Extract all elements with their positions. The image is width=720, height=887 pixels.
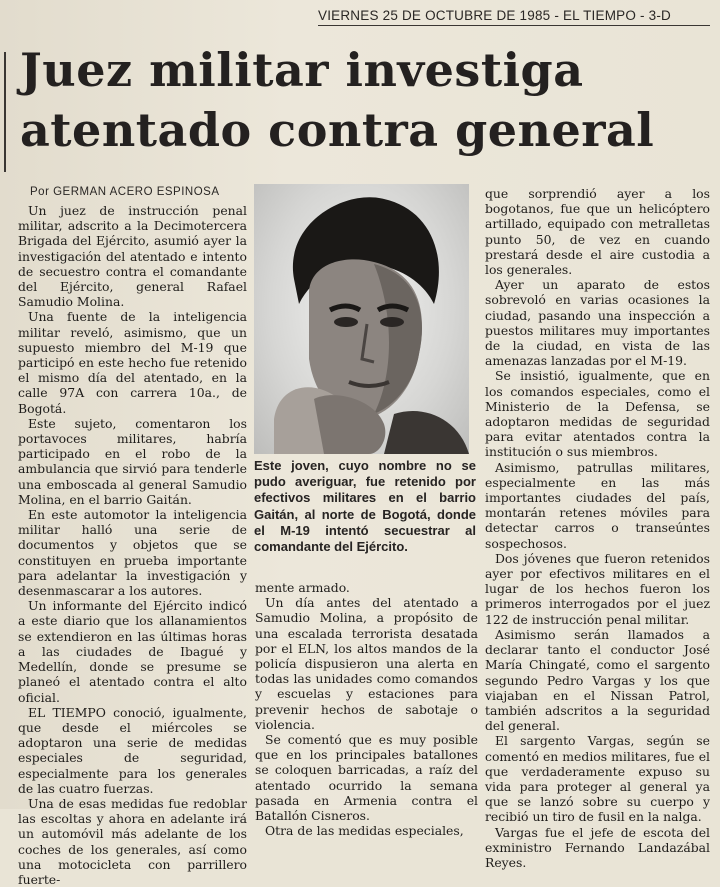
paragraph: Este sujeto, comentaron los portavoces militares, habría participado en el robo de la ambulancia que sirvió para tenderle una emboscada al general Samudio Molina, en el barrio Gaitán.: [18, 415, 247, 507]
paragraph: Otra de las medidas especiales,: [265, 823, 464, 839]
photo-caption: Este joven, cuyo nombre no se pudo averiguar, fue retenido por efectivos militares en el barrio Gaitán, al norte de Bogotá, donde el M-19 intentó secuestrar al comandante del Ejército.: [254, 458, 476, 555]
paragraph: EL TIEMPO conoció, igualmente, que desde el miércoles se adoptaron una serie de medidas especiales de seguridad, especialmente para los generales de las cuatro fuerzas.: [18, 704, 247, 796]
byline: Por GERMAN ACERO ESPINOSA: [30, 186, 220, 198]
news-photo: [254, 184, 469, 454]
paragraph: que sorprendió ayer a los bogotanos, fue que un helicóptero artillado, equipado con metralletas punto 50, de vez en cuando prestará desde el aire custodia a los generales.: [485, 186, 710, 278]
paragraph: En este automotor la inteligencia militar halló una serie de documentos y objetos que se constituyen en prueba importante para adelantar la investigación y desenmascarar a los autores.: [18, 507, 247, 599]
headline-line-2: atentado contra general: [20, 103, 655, 157]
paragraph: Ayer un aparato de estos sobrevoló en varias ocasiones la ciudad, pasando una inspección a puestos militares muy importantes de la ciudad, en vista de las amenazas lanzadas por el M-19.: [485, 277, 710, 369]
paragraph: Se comentó que es muy posible que en los principales batallones se coloquen barricadas, a raíz del atentado ocurrido la semana pasada en Armenia contra el Batallón Cisneros.: [255, 732, 478, 824]
portrait-image: [254, 184, 469, 454]
paragraph: Asimismo, patrullas militares, especialmente en las más importantes ciudades del país, montarán retenes móviles para detectar carros o transeúntes sospechosos.: [485, 459, 710, 551]
paragraph: Un juez de instrucción penal militar, adscrito a la Decimotercera Brigada del Ejército, asumió ayer la investigación del atentado e intento de secuestro contra el comandante del Ejército, general Rafael Samudio Molina.: [18, 203, 247, 310]
article-column-3: [485, 186, 710, 870]
headline: [20, 40, 710, 160]
paragraph: Dos jóvenes que fueron retenidos ayer por efectivos militares en el lugar de los hechos fueron los primeros interrogados por el juez 122 de instrucción penal militar.: [485, 550, 710, 627]
paragraph: Vargas fue el jefe de escota del exministro Fernando Landazábal Reyes.: [485, 824, 710, 870]
article-column-2: [255, 580, 478, 838]
page-header: VIERNES 25 DE OCTUBRE DE 1985 - EL TIEMPO - 3-D: [318, 8, 710, 26]
paragraph: El sargento Vargas, según se comentó en medios militares, fue el que verdaderamente expuso su vida para proteger al general ya que se lanzó sobre su cuerpo y recibió un tiro de fusil en la nalga.: [485, 733, 710, 825]
paragraph: Una de esas medidas fue redoblar las escoltas y ahora en adelante irá un automóvil más adelante de los coches de los generales, así como una motocicleta con parrillero fuerte-: [18, 795, 247, 887]
paragraph: Un informante del Ejército indicó a este diario que los allanamientos se extendieron en las últimas horas a las ciudades de Ibagué y Medellín, donde se presume se planeó el atentado contra el alto oficial.: [18, 598, 247, 705]
paragraph: Asimismo serán llamados a declarar tanto el conductor José María Chingaté, como el sargento segundo Pedro Vargas y los que viajaban en el Nissan Patrol, también adscritos a la seguridad del general.: [485, 626, 710, 734]
paragraph: Un día antes del atentado a Samudio Molina, a propósito de una escalada terrorista desatada por el ELN, los altos mandos de la policía dispusieron una alerta en todas las unidades como comandos y escuelas y estaciones para prevenir hechos de sabotaje o violencia.: [255, 595, 478, 732]
column-rule: [4, 52, 6, 172]
paragraph: mente armado.: [255, 580, 350, 595]
headline-line-1: Juez militar investiga: [20, 43, 584, 97]
paragraph: Una fuente de la inteligencia militar reveló, asimismo, que un supuesto miembro del M-19 que participó en este hecho fue retenido el mismo día del atentado, en la calle 97A con carrera 10a., de Bogotá.: [18, 309, 247, 416]
paragraph: Se insistió, igualmente, que en los comandos especiales, como el Ministerio de la Defensa, se adoptaron medidas de seguridad para evitar atentados contra la institución o sus miembros.: [485, 368, 710, 460]
article-column-1: [18, 203, 247, 887]
